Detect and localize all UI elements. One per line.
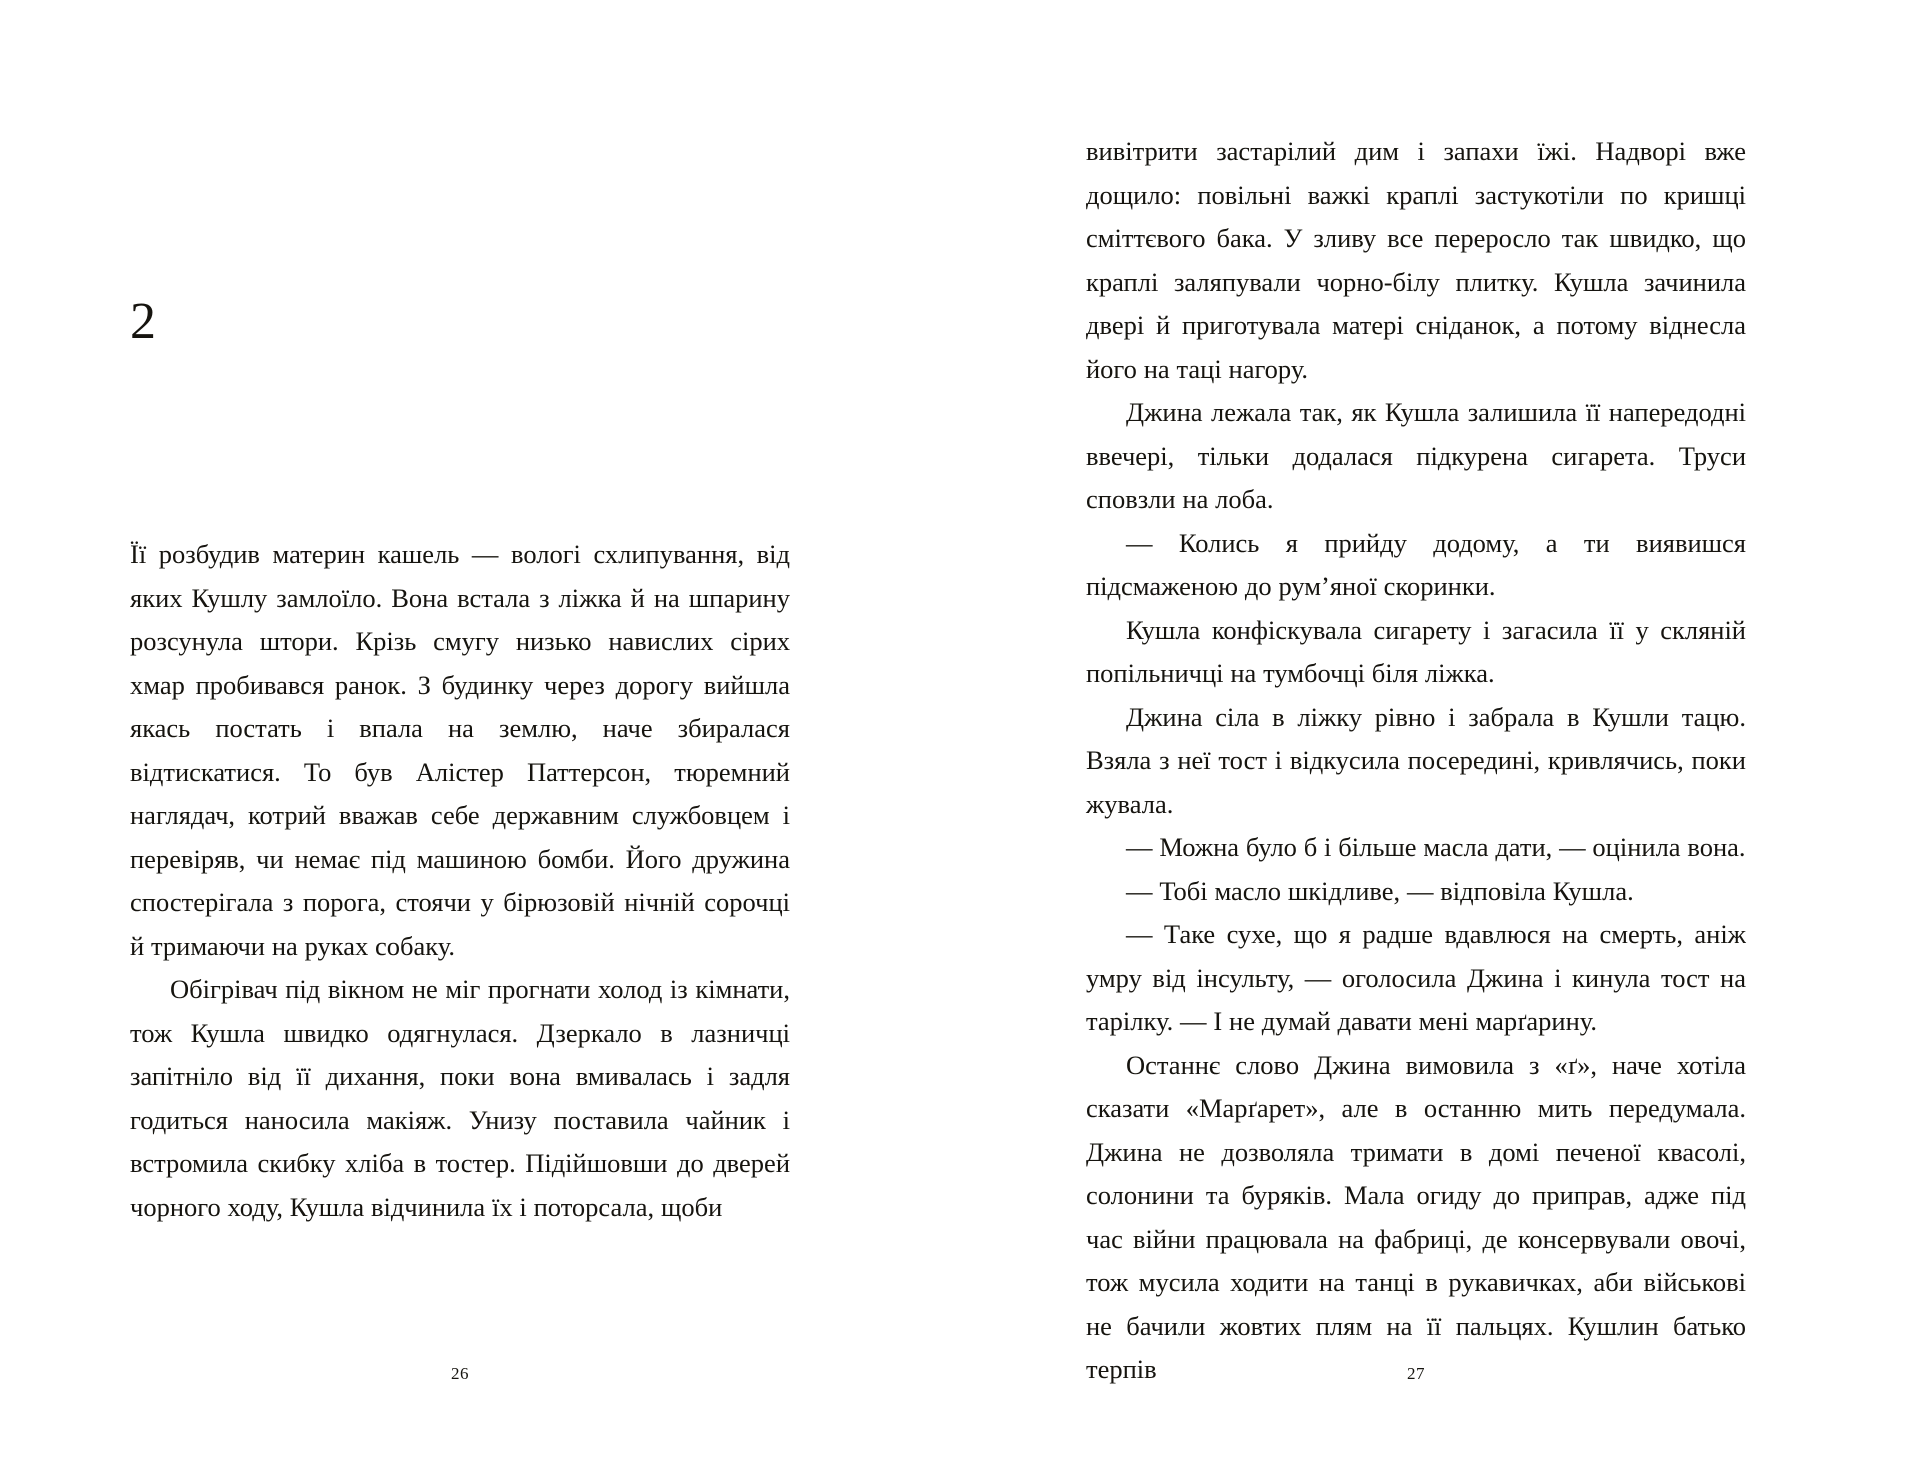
paragraph: Обігрівач під вікном не міг прогнати холод із кімнати, тож Кушла швидко одягнулася. Дзеркало в лазничці запітніло від її дихання, поки вона вмивалась і задля годиться наносила макіяж. Унизу поставила чайник і встромила скибку хліба в тостер. Підійшовши до дверей чорного ходу, Кушла відчинила їх і поторсала, щоби xyxy=(130,974,790,1222)
paragraph: — Таке сухе, що я радше вдавлюся на смерть, аніж умру від інсульту, — оголосила Джина і кинула тост на тарілку. — І не думай давати мені марґарину. xyxy=(1086,919,1746,1036)
paragraph: Джина сіла в ліжку рівно і забрала в Кушли тацю. Взяла з неї тост і відкусила посередині, кривлячись, поки жувала. xyxy=(1086,701,1746,819)
paragraph: — Можна було б і більше масла дати, — оцінила вона. xyxy=(1126,832,1746,862)
page-right xyxy=(960,0,1920,1477)
page-number-right: 27 xyxy=(1407,1364,1425,1383)
paragraph: Останнє слово Джина вимовила з «ґ», наче хотіла сказати «Марґарет», але в останню мить передумала. Джина не дозволяла тримати в домі печеної квасолі, солонини та буряків. Мала огиду до приправ, адже під час війни працювала на фабриці, де консервували овочі, тож мусила ходити на танці в рукавичках, аби військові не бачили жовтих плям на її пальцях. Кушлин батько терпів xyxy=(1086,1049,1746,1384)
chapter-number: 2 xyxy=(130,293,157,350)
paragraph: Її розбудив материн кашель — вологі схлипування, від яких Кушлу замлоїло. Вона встала з ліжка й на шпарину розсунула штори. Крізь смугу низько навислих сірих хмар пробивався ранок. З будинку через дорогу вийшла якась постать і впала на землю, наче збиралася відтискатися. То був Алістер Паттерсон, тюремний наглядач, котрий вважав себе державним службовцем і перевіряв, чи немає під машиною бомби. Його дружина спостерігала з порога, стоячи у бірюзовій нічній сорочці й тримаючи на руках собаку. xyxy=(130,539,790,961)
right-text-column xyxy=(1086,130,1746,1392)
paragraph: Кушла конфіскувала сигарету і загасила її у скляній попільничці на тумбочці біля ліжка. xyxy=(1086,614,1746,688)
left-body xyxy=(130,533,790,1229)
paragraph: — Колись я прийду додому, а ти виявишся підсмаженою до рум’яної скоринки. xyxy=(1086,527,1746,601)
left-text-column xyxy=(130,130,790,1229)
paragraph: вивітрити застарілий дим і запахи їжі. Надворі вже дощило: повільні важкі краплі застукотіли по кришці сміттєвого бака. У зливу все переросло так швидко, що краплі заляпували чорно-білу плитку. Кушла зачинила двері й приготувала матері сніданок, а потому віднесла його на таці нагору. xyxy=(1086,136,1746,384)
page-number-left: 26 xyxy=(451,1364,469,1383)
paragraph: Джина лежала так, як Кушла залишила її напередодні ввечері, тільки додалася підкурена сигарета. Труси сповзли на лоба. xyxy=(1086,397,1746,514)
paragraph: — Тобі масло шкідливе, — відповіла Кушла. xyxy=(1126,875,1634,906)
